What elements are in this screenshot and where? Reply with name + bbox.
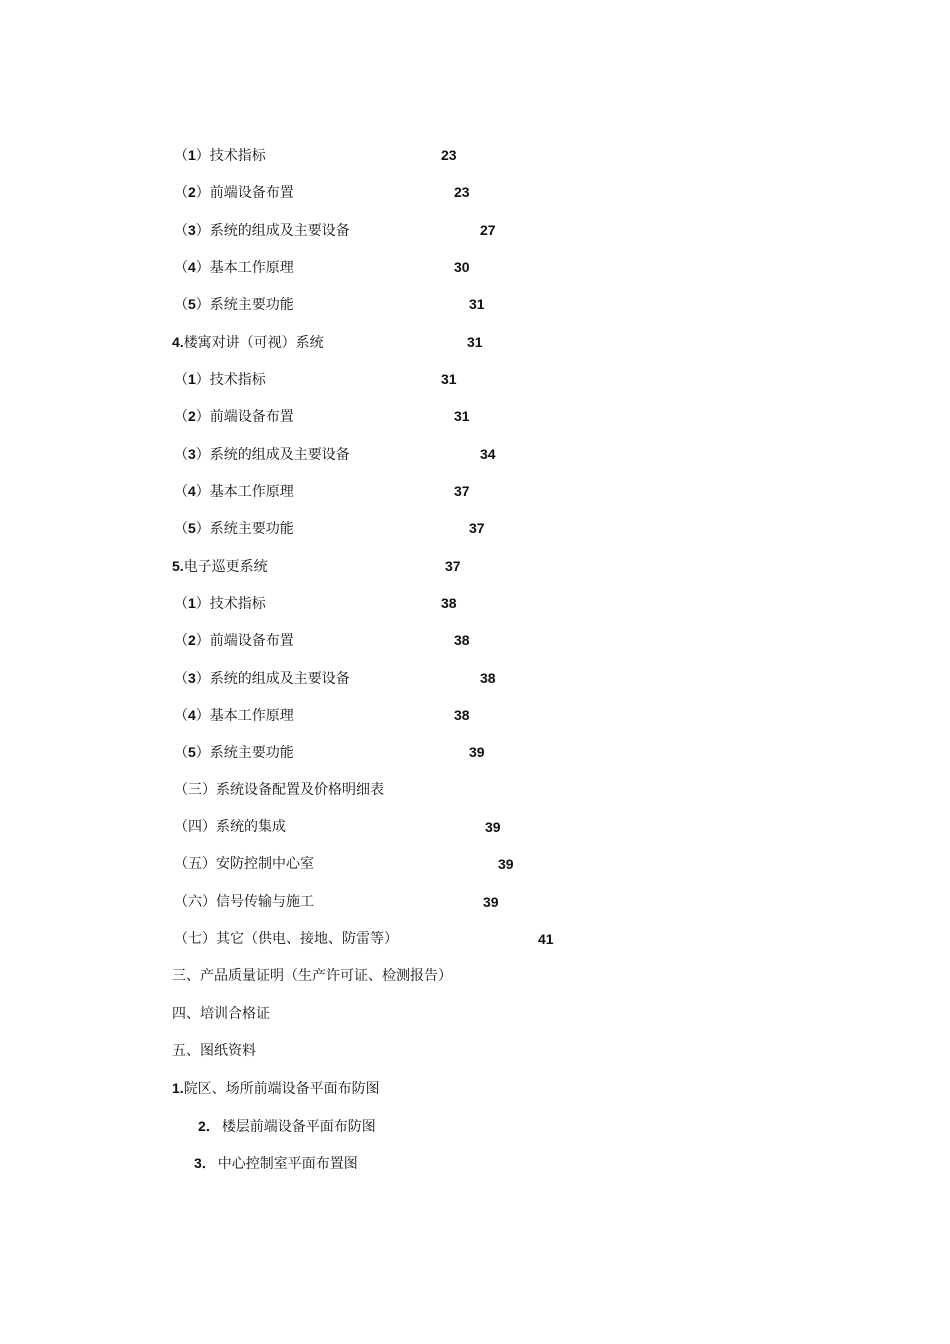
toc-entry-title: [174, 518, 294, 539]
toc-entry[interactable]: [0, 705, 950, 725]
toc-entry[interactable]: [0, 257, 950, 277]
toc-entry-title: [172, 966, 452, 986]
toc-entry-text: ）系统的组成及主要设备: [195, 447, 350, 463]
toc-entry[interactable]: [0, 1004, 950, 1024]
toc-entry-text: ）系统主要功能: [195, 297, 294, 313]
toc-entry[interactable]: [0, 817, 950, 837]
toc-entry-prefix: （: [174, 708, 188, 724]
toc-page-number: 31: [467, 334, 483, 350]
toc-entry-title: [174, 294, 294, 315]
toc-entry-prefix: （: [174, 447, 188, 463]
toc-entry-number: 1.: [172, 1080, 184, 1096]
toc-page-number: 37: [445, 558, 461, 574]
toc-entry-prefix: （: [174, 297, 188, 313]
toc-entry[interactable]: [0, 294, 950, 314]
toc-entry-number: 2: [188, 184, 196, 200]
toc-entry-title: [172, 1078, 380, 1099]
toc-page-number: 37: [454, 483, 470, 499]
toc-entry-title: [172, 1041, 256, 1061]
toc-entry-text: ）前端设备布置: [195, 409, 294, 425]
toc-page-number: 41: [538, 931, 554, 947]
toc-entry-number: 5: [188, 744, 196, 760]
toc-entry[interactable]: [0, 854, 950, 874]
toc-entry[interactable]: [0, 182, 950, 202]
toc-entry[interactable]: [0, 966, 950, 986]
toc-entry-text: ）系统主要功能: [195, 745, 294, 761]
toc-entry-title: [174, 406, 294, 427]
toc-entry-text: 三、产品质量证明（生产许可证、检测报告）: [172, 968, 452, 984]
toc-page-number: 34: [480, 446, 496, 462]
toc-entry-number: 4: [188, 483, 196, 499]
toc-entry[interactable]: [0, 444, 950, 464]
toc-entry-number: 5: [188, 520, 196, 536]
toc-entry-title: [174, 817, 286, 837]
toc-entry-title: [174, 630, 294, 651]
toc-entry[interactable]: [0, 1041, 950, 1061]
toc-entry-text: ）基本工作原理: [195, 708, 294, 724]
toc-entry-number: 1: [188, 595, 196, 611]
toc-entry-text: （四）系统的集成: [174, 819, 286, 835]
toc-page-number: 23: [441, 147, 457, 163]
toc-entry-number: 2: [188, 408, 196, 424]
toc-entry[interactable]: [0, 630, 950, 650]
toc-entry[interactable]: [0, 220, 950, 240]
toc-entry-title: [174, 668, 350, 689]
toc-entry[interactable]: [0, 406, 950, 426]
toc-page-number: 38: [454, 632, 470, 648]
toc-entry-prefix: （: [174, 260, 188, 276]
toc-page-number: 39: [483, 894, 499, 910]
toc-entry-text: （六）信号传输与施工: [174, 894, 314, 910]
toc-page-number: 39: [469, 744, 485, 760]
toc-entry-title: [172, 1004, 270, 1024]
toc-entry-text: （七）其它（供电、接地、防雷等）: [174, 931, 398, 947]
toc-entry-number: 3: [188, 446, 196, 462]
toc-entry-prefix: （: [174, 185, 188, 201]
toc-entry-title: [174, 593, 266, 614]
toc-entry-text: ）前端设备布置: [195, 185, 294, 201]
toc-page-number: 30: [454, 259, 470, 275]
toc-entry-title: [174, 182, 294, 203]
toc-entry-number: 4.: [172, 334, 184, 350]
toc-entry-number: 5.: [172, 558, 184, 574]
toc-page-number: 38: [480, 670, 496, 686]
toc-entry-prefix: （: [174, 223, 188, 239]
toc-page-number: 39: [498, 856, 514, 872]
toc-entry-title: [194, 1153, 358, 1174]
toc-page-number: 31: [454, 408, 470, 424]
toc-entry-title: [174, 257, 294, 278]
toc-page-number: 38: [441, 595, 457, 611]
toc-entry-text: 院区、场所前端设备平面布防图: [183, 1081, 380, 1097]
toc-entry-prefix: （: [174, 521, 188, 537]
toc-entry-prefix: （: [174, 633, 188, 649]
toc-entry-title: [174, 444, 350, 465]
toc-entry-number: 3: [188, 670, 196, 686]
toc-entry-number: 3．: [194, 1155, 216, 1171]
toc-entry-text: 四、培训合格证: [172, 1006, 270, 1022]
toc-entry[interactable]: [0, 668, 950, 688]
toc-entry-text: ）技术指标: [195, 596, 266, 612]
toc-entry-title: [174, 892, 314, 912]
toc-entry[interactable]: [0, 369, 950, 389]
toc-entry-text: ）系统的组成及主要设备: [195, 671, 350, 687]
toc-page-number: 38: [454, 707, 470, 723]
toc-entry-text: ）技术指标: [195, 372, 266, 388]
toc-entry[interactable]: [0, 145, 950, 165]
toc-entry-title: [174, 481, 294, 502]
toc-page-number: 39: [485, 819, 501, 835]
toc-entry-prefix: （: [174, 745, 188, 761]
toc-entry-text: ）系统的组成及主要设备: [195, 223, 350, 239]
toc-entry-number: 2．: [198, 1118, 220, 1134]
toc-entry[interactable]: [0, 1153, 950, 1173]
toc-entry-title: [172, 556, 268, 577]
toc-entry-number: 1: [188, 147, 196, 163]
toc-page-number: 37: [469, 520, 485, 536]
toc-entry-prefix: （: [174, 671, 188, 687]
toc-page-number: 23: [454, 184, 470, 200]
toc-entry-text: 电子巡更系统: [183, 559, 268, 575]
toc-entry-text: 楼寓对讲（可视）系统: [183, 335, 324, 351]
toc-entry-title: [174, 220, 350, 241]
toc-entry[interactable]: [0, 929, 950, 949]
toc-entry[interactable]: [0, 892, 950, 912]
toc-page-number: 31: [441, 371, 457, 387]
toc-entry[interactable]: [0, 332, 950, 352]
toc-entry-number: 1: [188, 371, 196, 387]
toc-entry-prefix: （: [174, 372, 188, 388]
toc-entry[interactable]: [0, 481, 950, 501]
toc-entry-text: 五、图纸资料: [172, 1043, 256, 1059]
toc-page-number: 31: [469, 296, 485, 312]
toc-entry-text: ）系统主要功能: [195, 521, 294, 537]
toc-entry-prefix: （: [174, 596, 188, 612]
toc-entry[interactable]: [0, 556, 950, 576]
toc-entry-text: ）技术指标: [195, 148, 266, 164]
toc-entry-text: ）前端设备布置: [195, 633, 294, 649]
toc-entry-title: [172, 332, 324, 353]
toc-entry-text: ）基本工作原理: [195, 484, 294, 500]
toc-page-number: 27: [480, 222, 496, 238]
toc-entry-title: [174, 929, 398, 949]
toc-entry-title: [198, 1116, 376, 1137]
toc-entry-prefix: （: [174, 484, 188, 500]
toc-entry-number: 5: [188, 296, 196, 312]
toc-entry-number: 4: [188, 707, 196, 723]
toc-entry-title: [174, 742, 294, 763]
toc-entry[interactable]: [0, 593, 950, 613]
toc-entry-text: ）基本工作原理: [195, 260, 294, 276]
toc-entry[interactable]: [0, 742, 950, 762]
toc-entry-text: （三）系统设备配置及价格明细表: [174, 782, 384, 798]
toc-entry-number: 2: [188, 632, 196, 648]
toc-entry-prefix: （: [174, 409, 188, 425]
toc-entry-title: [174, 854, 314, 874]
toc-entry-number: 4: [188, 259, 196, 275]
toc-entry[interactable]: [0, 518, 950, 538]
toc-entry-prefix: （: [174, 148, 188, 164]
toc-entry[interactable]: [0, 1078, 950, 1098]
toc-entry[interactable]: [0, 1116, 950, 1136]
toc-entry-title: [174, 780, 384, 800]
toc-entry-title: [174, 369, 266, 390]
toc-entry-text: 中心控制室平面布置图: [217, 1156, 358, 1172]
toc-entry-text: （五）安防控制中心室: [174, 856, 314, 872]
toc-entry-number: 3: [188, 222, 196, 238]
toc-entry-title: [174, 705, 294, 726]
toc-entry-text: 楼层前端设备平面布防图: [221, 1119, 376, 1135]
toc-entry[interactable]: [0, 780, 950, 800]
toc-entry-title: [174, 145, 266, 166]
